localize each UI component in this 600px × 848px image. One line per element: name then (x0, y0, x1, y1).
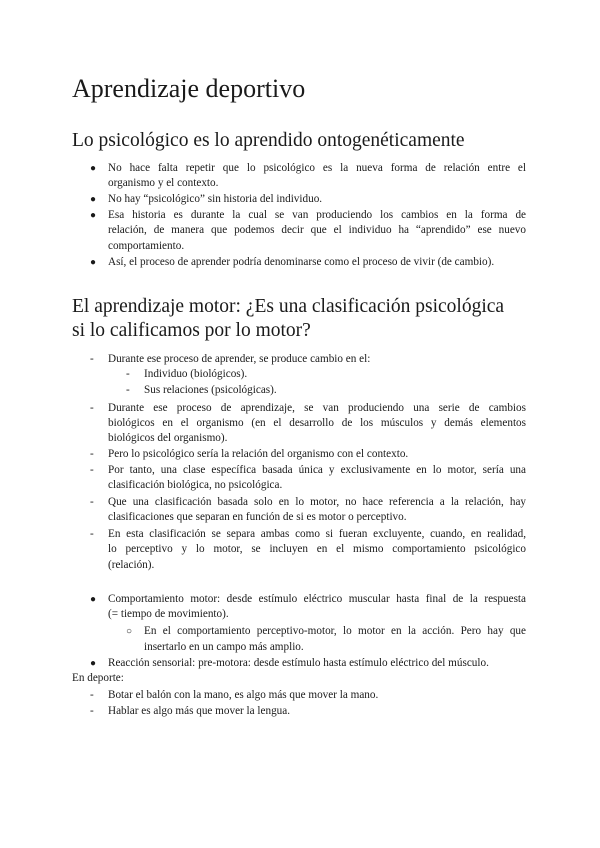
dash-marker: - (90, 353, 94, 365)
dash-marker: - (90, 689, 94, 701)
bullet-icon: ● (90, 257, 97, 268)
dash-item-7-line-2: clasificaciones que separan en función de si es motor o perceptivo. (108, 511, 407, 523)
dash-marker: - (90, 496, 94, 508)
section1-bullet-4-line-1: Así, el proceso de aprender podría denominarse como el proceso de vivir (de cambio). (108, 256, 495, 268)
bullet-icon: ● (90, 594, 97, 605)
section1-heading: Lo psicológico es lo aprendido ontogenéticamente (72, 130, 465, 151)
dash-marker: - (90, 705, 94, 717)
section1-bullet-3-line-1: Esa historia es durante la cual se van produciendo los cambios en la forma de (108, 209, 526, 221)
dash-item-7-line-1: Que una clasificación basada solo en lo motor, no hace referencia a la relación, hay (108, 496, 526, 508)
dash-item-8-line-1: En esta clasificación se separa ambas como si fueran excluyente, cuando, en realidad, (108, 528, 526, 540)
dash-subitem-2: Sus relaciones (psicológicas). (144, 384, 277, 396)
dash-item-4-line-3: biológicos del organismo). (108, 432, 228, 444)
bullet-icon: ● (90, 658, 97, 669)
dash-marker: - (90, 464, 94, 476)
dash-item-8-line-2: lo perceptivo y lo motor, se incluyen en el mismo comportamiento psicológico (108, 543, 526, 555)
dash-item-4-line-1: Durante ese proceso de aprendizaje, se van produciendo una serie de cambios (108, 402, 526, 414)
bullets2-item-1-line-1: Comportamiento motor: desde estímulo eléctrico muscular hasta final de la respuesta (108, 593, 526, 605)
document-title: Aprendizaje deportivo (72, 74, 306, 103)
section2-heading-line-2: si lo calificamos por lo motor? (72, 320, 311, 341)
bullets2-subitem-line-1: En el comportamiento perceptivo-motor, lo motor en la acción. Pero hay que (144, 625, 526, 637)
bullet-icon: ● (90, 163, 97, 174)
dash-marker: - (90, 402, 94, 414)
dash-marker: - (126, 384, 130, 396)
bullet-icon: ● (90, 210, 97, 221)
bullet-icon: ● (90, 194, 97, 205)
dash-subitem-1: Individuo (biológicos). (144, 368, 248, 380)
dash-marker: - (90, 528, 94, 540)
dash-item-8-line-3: (relación). (108, 559, 155, 571)
section1-bullet-1-line-2: organismo y el contexto. (108, 177, 219, 189)
bullets2-item-1-line-2: (= tiempo de movimiento). (108, 608, 229, 620)
sport-item-1: Botar el balón con la mano, es algo más que mover la mano. (108, 689, 379, 701)
bullets2-subitem-line-2: insertarlo en un campo más amplio. (144, 641, 304, 653)
dash-item-5-line-1: Pero lo psicológico sería la relación del organismo con el contexto. (108, 448, 409, 460)
dash-item-6-line-1: Por tanto, una clase específica basada única y exclusivamente en lo motor, sería una (108, 464, 526, 476)
section1-bullet-3-line-2: relación, de manera que podemos decir que el individuo ha “aprendido” ese nuevo (108, 224, 526, 236)
dash-marker: - (126, 368, 130, 380)
section1-bullet-3-line-3: comportamiento. (108, 240, 185, 252)
section1-bullet-1-line-1: No hace falta repetir que lo psicológico es la nueva forma de relación entre el (108, 162, 526, 174)
dash-item-6-line-2: clasificación biológica, no psicológica. (108, 479, 283, 491)
dash-item-1-line-1: Durante ese proceso de aprender, se produce cambio en el: (108, 353, 371, 365)
sport-item-2: Hablar es algo más que mover la lengua. (108, 705, 291, 717)
dash-item-4-line-2: biológicos en el organismo (en el desarrollo de los músculos y demás elementos (108, 417, 526, 429)
section1-bullet-2-line-1: No hay “psicológico” sin historia del individuo. (108, 193, 323, 205)
sport-label: En deporte: (72, 672, 124, 684)
dash-marker: - (90, 448, 94, 460)
section2-heading-line-1: El aprendizaje motor: ¿Es una clasificación psicológica (72, 296, 505, 317)
circle-bullet-icon: ○ (126, 626, 133, 637)
bullets2-item-3-line-1: Reacción sensorial: pre-motora: desde estímulo hasta estímulo eléctrico del músculo. (108, 657, 489, 669)
